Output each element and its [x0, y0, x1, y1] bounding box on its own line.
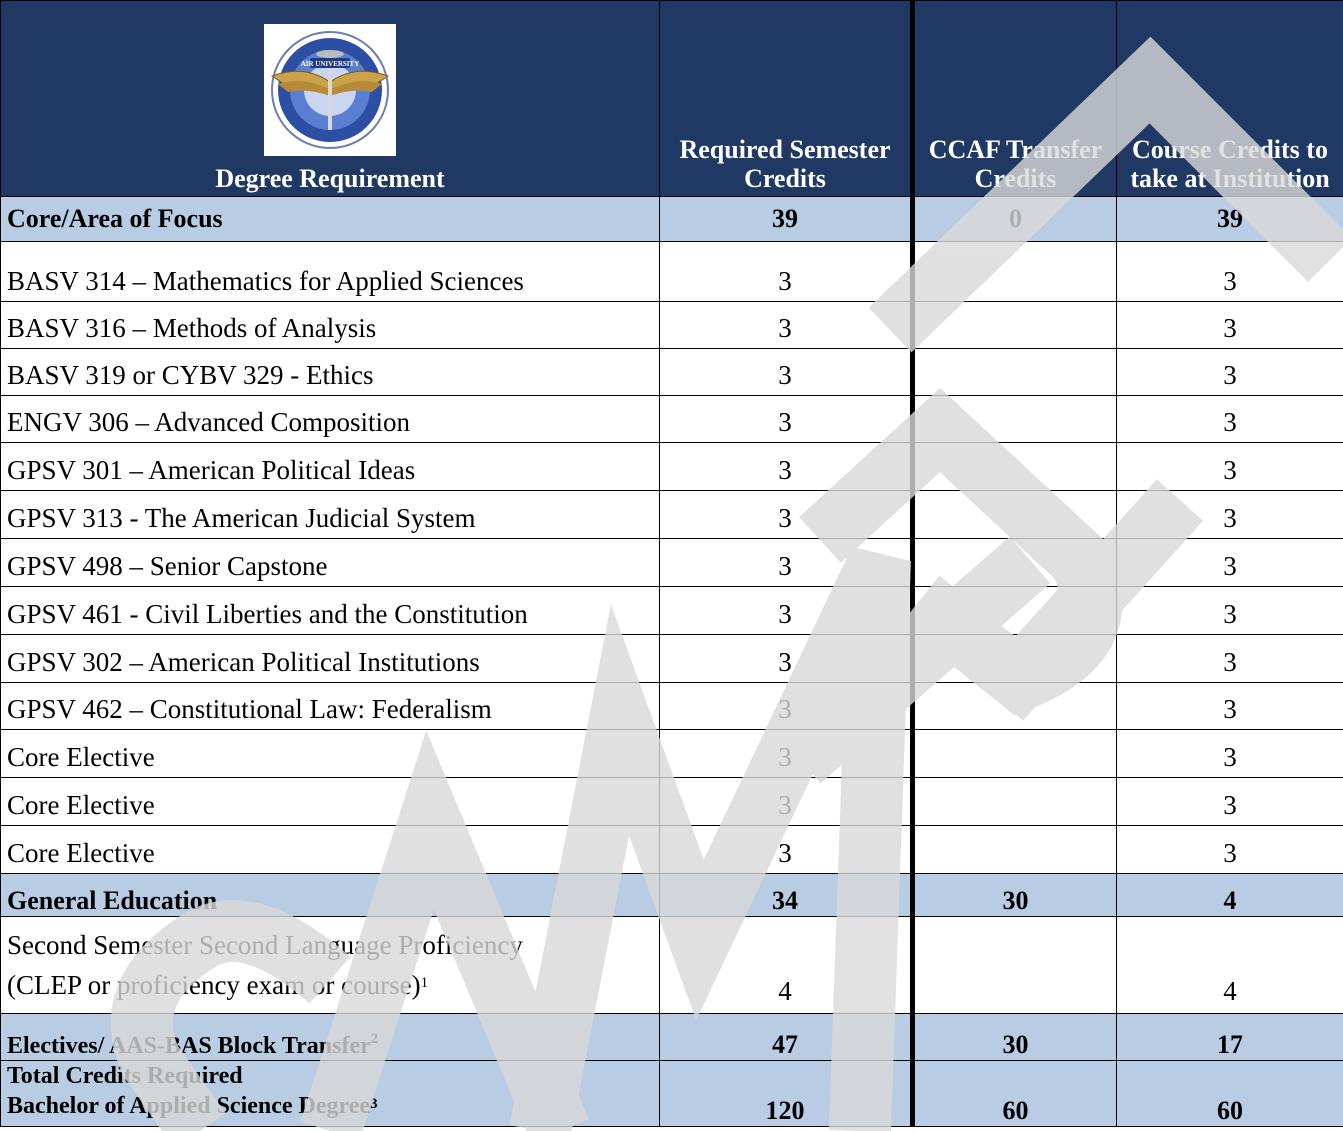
table-row — [1, 539, 1343, 587]
required-credits: 39 — [660, 197, 913, 242]
required-credits: 3 — [660, 396, 913, 443]
course-name: GPSV 301 – American Political Ideas — [1, 443, 660, 491]
ccaf-credits — [913, 778, 1117, 826]
header-ccaf-credits: CCAF Transfer Credits — [913, 1, 1117, 197]
total-label-line1: Total Credits Required — [7, 1063, 243, 1089]
required-credits: 3 — [660, 778, 913, 826]
section-row-core — [1, 197, 1343, 242]
ccaf-credits — [913, 539, 1117, 587]
table-row — [1, 349, 1343, 396]
institution-credits: 3 — [1117, 443, 1343, 491]
required-credits: 3 — [660, 242, 913, 302]
institution-credits: 3 — [1117, 349, 1343, 396]
footnote-marker: 3 — [370, 1096, 378, 1112]
required-credits: 3 — [660, 587, 913, 635]
required-credits: 3 — [660, 730, 913, 778]
required-credits: 34 — [660, 874, 913, 917]
required-credits: 3 — [660, 302, 913, 349]
table-row — [1, 683, 1343, 730]
institution-credits: 4 — [1117, 917, 1343, 1014]
required-credits: 120 — [660, 1061, 913, 1127]
course-name: BASV 316 – Methods of Analysis — [1, 302, 660, 349]
ccaf-credits — [913, 242, 1117, 302]
ccaf-credits: 0 — [913, 197, 1117, 242]
ccaf-credits — [913, 917, 1117, 1014]
ccaf-credits — [913, 683, 1117, 730]
ccaf-credits — [913, 491, 1117, 539]
course-name: Core Elective — [1, 826, 660, 874]
ccaf-credits — [913, 587, 1117, 635]
course-name: GPSV 498 – Senior Capstone — [1, 539, 660, 587]
institution-credits: 4 — [1117, 874, 1343, 917]
course-name: BASV 314 – Mathematics for Applied Sciences — [1, 242, 660, 302]
ccaf-credits — [913, 635, 1117, 683]
air-university-logo — [264, 24, 396, 156]
ccaf-credits — [913, 396, 1117, 443]
table-row — [1, 587, 1343, 635]
course-name: BASV 319 or CYBV 329 - Ethics — [1, 349, 660, 396]
required-credits: 3 — [660, 683, 913, 730]
course-name: ENGV 306 – Advanced Composition — [1, 396, 660, 443]
course-name-line1: Second Semester Second Language Proficiency — [7, 930, 523, 960]
course-name — [1, 917, 660, 1014]
required-credits: 3 — [660, 826, 913, 874]
course-name: Core Elective — [1, 730, 660, 778]
institution-credits: 3 — [1117, 826, 1343, 874]
institution-credits: 3 — [1117, 539, 1343, 587]
required-credits: 3 — [660, 349, 913, 396]
section-row-electives — [1, 1014, 1343, 1061]
section-row-total — [1, 1061, 1343, 1127]
table-row — [1, 302, 1343, 349]
institution-credits: 17 — [1117, 1014, 1343, 1061]
institution-credits: 3 — [1117, 778, 1343, 826]
header-degree-requirement-label: Degree Requirement — [215, 164, 445, 193]
table-row — [1, 491, 1343, 539]
required-credits: 3 — [660, 443, 913, 491]
required-credits: 3 — [660, 635, 913, 683]
institution-credits: 3 — [1117, 491, 1343, 539]
institution-credits: 3 — [1117, 242, 1343, 302]
required-credits: 4 — [660, 917, 913, 1014]
institution-credits: 3 — [1117, 587, 1343, 635]
header-row — [1, 1, 1343, 197]
electives-label: Electives/ AAS-BAS Block Transfer — [7, 1033, 371, 1059]
ccaf-credits: 30 — [913, 874, 1117, 917]
required-credits: 3 — [660, 539, 913, 587]
header-required-credits: Required Semester Credits — [660, 1, 913, 197]
footnote-marker: 1 — [420, 975, 429, 991]
svg-text:AIR UNIVERSITY: AIR UNIVERSITY — [300, 60, 360, 68]
institution-credits: 3 — [1117, 635, 1343, 683]
section-label: General Education — [1, 874, 660, 917]
total-label-line2: Bachelor of Applied Science Degree — [7, 1093, 371, 1119]
required-credits: 3 — [660, 491, 913, 539]
section-row-gen-ed — [1, 874, 1343, 917]
ccaf-credits: 30 — [913, 1014, 1117, 1061]
table-row — [1, 396, 1343, 443]
section-label: Core/Area of Focus — [1, 197, 660, 242]
table-row — [1, 730, 1343, 778]
ccaf-credits — [913, 443, 1117, 491]
course-name: GPSV 462 – Constitutional Law: Federalism — [1, 683, 660, 730]
ccaf-credits — [913, 730, 1117, 778]
institution-credits: 3 — [1117, 683, 1343, 730]
section-label — [1, 1014, 660, 1061]
table-row — [1, 635, 1343, 683]
table-row — [1, 443, 1343, 491]
institution-credits: 39 — [1117, 197, 1343, 242]
ccaf-credits: 60 — [913, 1061, 1117, 1127]
required-credits: 47 — [660, 1014, 913, 1061]
institution-credits: 3 — [1117, 730, 1343, 778]
course-name: Core Elective — [1, 778, 660, 826]
header-degree-requirement — [1, 1, 660, 197]
institution-credits: 60 — [1117, 1061, 1343, 1127]
table-row — [1, 917, 1343, 1014]
course-name: GPSV 302 – American Political Institutions — [1, 635, 660, 683]
course-name: GPSV 461 - Civil Liberties and the Constitution — [1, 587, 660, 635]
footnote-marker: 2 — [370, 1031, 379, 1047]
institution-credits: 3 — [1117, 396, 1343, 443]
table-row — [1, 826, 1343, 874]
course-name-line2: (CLEP or proficiency exam or course) — [7, 970, 421, 1000]
ccaf-credits — [913, 302, 1117, 349]
header-institution-credits: Course Credits to take at Institution — [1117, 1, 1343, 197]
institution-credits: 3 — [1117, 302, 1343, 349]
ccaf-credits — [913, 826, 1117, 874]
section-label — [1, 1061, 660, 1127]
course-name: GPSV 313 - The American Judicial System — [1, 491, 660, 539]
table-row — [1, 242, 1343, 302]
table-row — [1, 778, 1343, 826]
ccaf-credits — [913, 349, 1117, 396]
